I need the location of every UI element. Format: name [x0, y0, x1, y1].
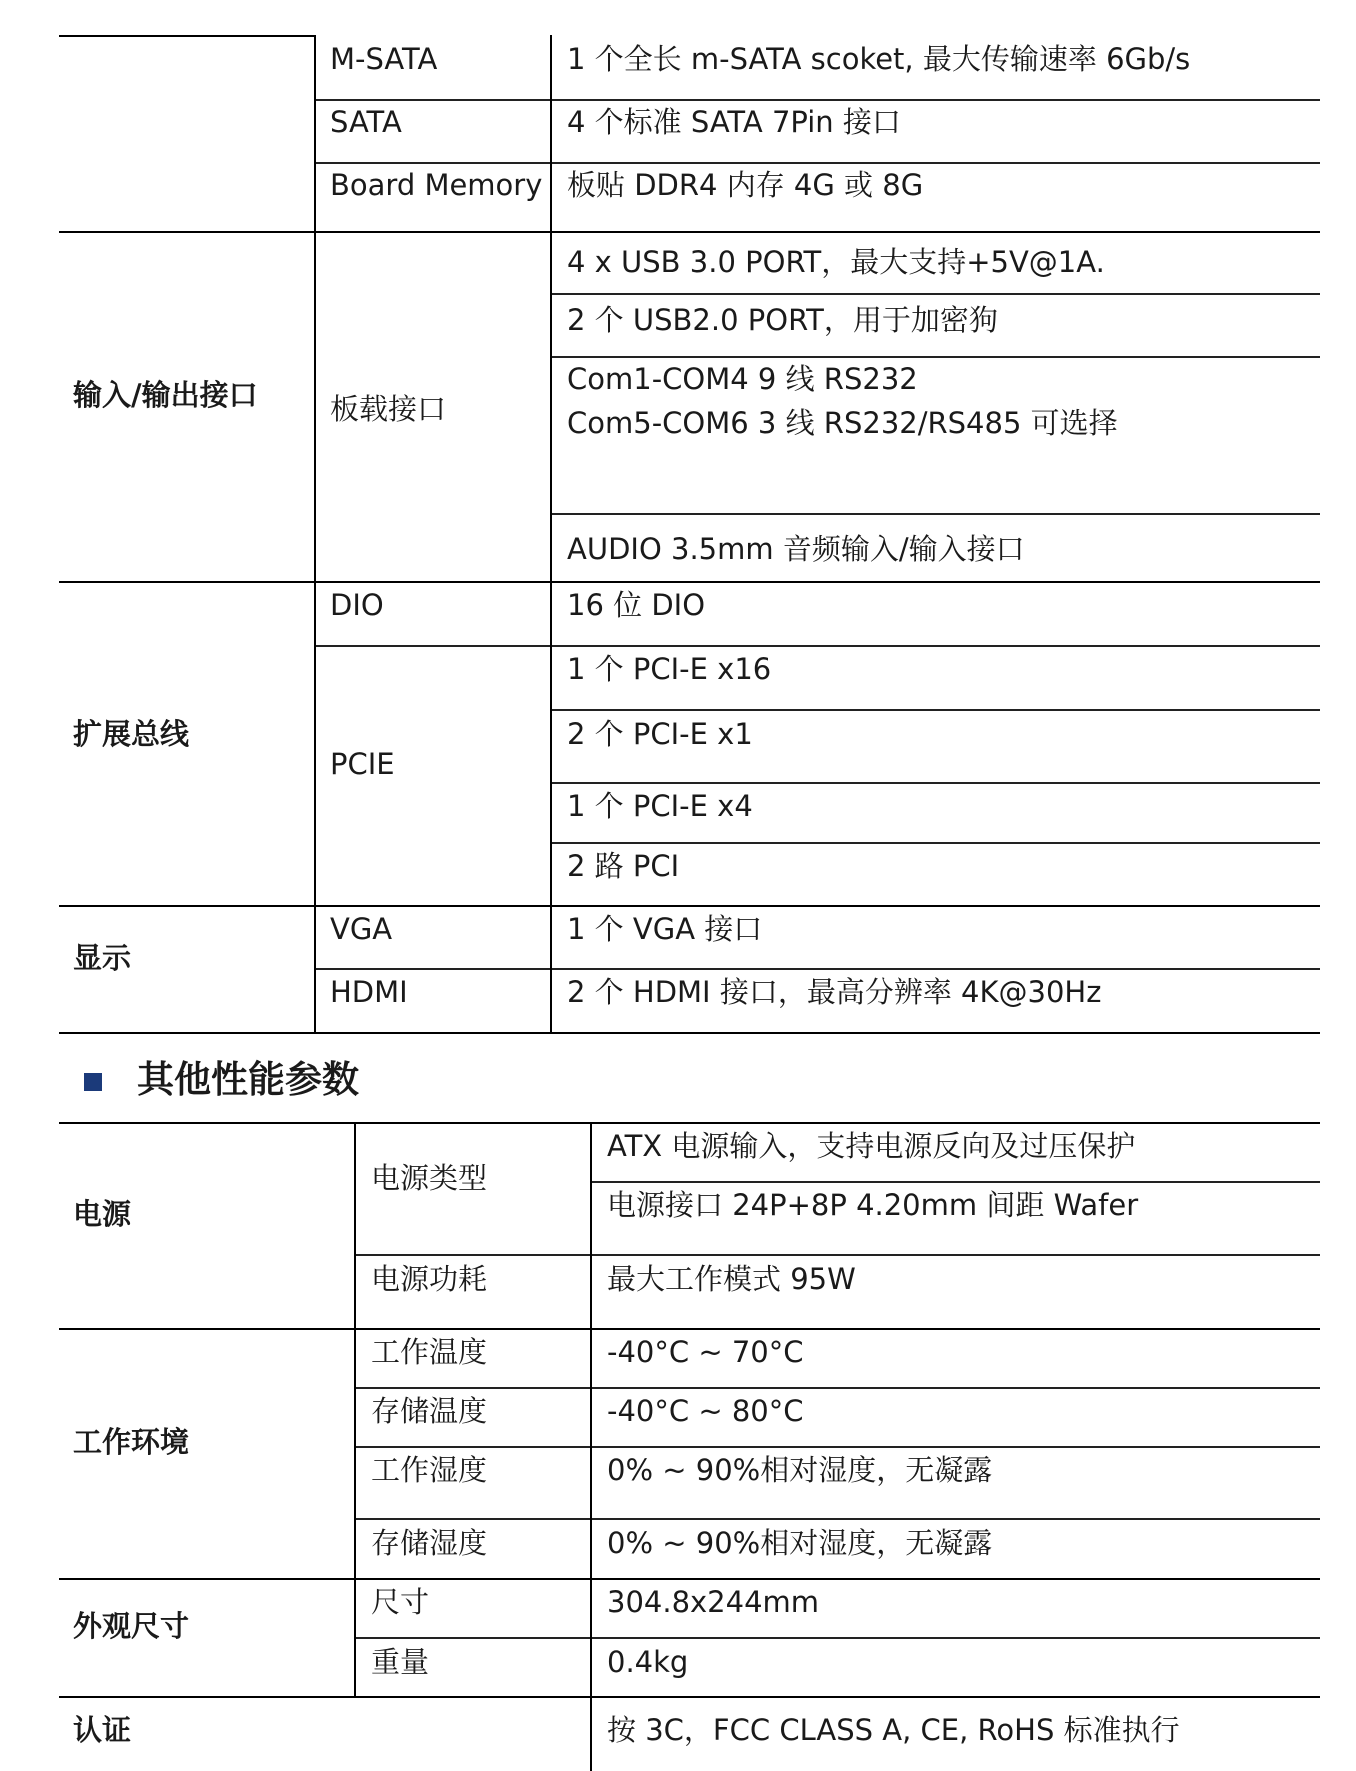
operating-temp-label: 工作温度 — [371, 1335, 488, 1369]
storage-humidity-value: 0% ~ 90%相对湿度，无凝露 — [607, 1526, 993, 1560]
row-divider — [316, 99, 1320, 101]
weight-value: 0.4kg — [607, 1645, 689, 1679]
row-divider — [59, 35, 316, 37]
operating-humidity-label: 工作湿度 — [371, 1453, 488, 1487]
dio-value: 16 位 DIO — [567, 588, 706, 622]
row-divider — [591, 1181, 1320, 1183]
row-divider — [59, 1328, 1320, 1330]
storage-temp-value: -40°C ~ 80°C — [607, 1394, 804, 1428]
row-divider — [356, 1637, 1320, 1639]
power-type-value-2: 电源接口 24P+8P 4.20mm 间距 Wafer — [607, 1188, 1139, 1222]
row-divider — [551, 293, 1320, 295]
sata-value: 4 个标准 SATA 7Pin 接口 — [567, 105, 901, 139]
msata-value: 1 个全长 m-SATA scoket, 最大传输速率 6Gb/s — [567, 42, 1191, 76]
row-divider — [551, 782, 1320, 784]
row-divider — [59, 1696, 1320, 1698]
hdmi-value: 2 个 HDMI 接口，最高分辨率 4K@30Hz — [567, 975, 1102, 1009]
environment-category: 工作环境 — [73, 1425, 190, 1459]
row-divider — [59, 231, 1320, 233]
size-value: 304.8x244mm — [607, 1585, 820, 1619]
power-consumption-label: 电源功耗 — [371, 1262, 488, 1296]
usb2-value: 2 个 USB2.0 PORT，用于加密狗 — [567, 303, 998, 337]
board-memory-value: 板贴 DDR4 内存 4G 或 8G — [567, 168, 924, 202]
pcie-value-2: 2 个 PCI-E x1 — [567, 717, 753, 751]
column-divider — [590, 1122, 592, 1771]
section-title: 其他性能参数 — [137, 1058, 359, 1101]
usb3-value: 4 x USB 3.0 PORT，最大支持+5V@1A. — [567, 245, 1105, 279]
dio-label: DIO — [330, 588, 384, 622]
column-divider — [550, 35, 552, 1033]
column-divider — [314, 35, 316, 1033]
power-category: 电源 — [73, 1197, 132, 1231]
row-divider — [59, 1122, 1320, 1124]
row-divider — [356, 1518, 1320, 1520]
power-type-value-1: ATX 电源输入，支持电源反向及过压保护 — [607, 1129, 1136, 1163]
pcie-value-4: 2 路 PCI — [567, 849, 680, 883]
dimensions-category: 外观尺寸 — [73, 1609, 190, 1643]
storage-humidity-label: 存储湿度 — [371, 1526, 488, 1560]
operating-humidity-value: 0% ~ 90%相对湿度，无凝露 — [607, 1453, 993, 1487]
row-divider — [59, 1578, 1320, 1580]
section-bullet-icon — [84, 1073, 102, 1091]
pcie-value-1: 1 个 PCI-E x16 — [567, 652, 772, 686]
display-category: 显示 — [73, 941, 132, 975]
board-memory-label: Board Memory — [330, 168, 543, 202]
row-divider — [59, 581, 1320, 583]
certification-value: 按 3C，FCC CLASS A, CE, RoHS 标准执行 — [607, 1713, 1180, 1747]
vga-label: VGA — [330, 912, 393, 946]
msata-label: M-SATA — [330, 42, 438, 76]
weight-label: 重量 — [371, 1645, 430, 1679]
row-divider — [356, 1254, 1320, 1256]
io-category: 输入/输出接口 — [73, 378, 258, 412]
row-divider — [356, 1446, 1320, 1448]
storage-temp-label: 存储温度 — [371, 1394, 488, 1428]
pcie-value-3: 1 个 PCI-E x4 — [567, 789, 753, 823]
power-type-label: 电源类型 — [371, 1161, 488, 1195]
size-label: 尺寸 — [371, 1585, 430, 1619]
row-divider — [316, 968, 1320, 970]
row-divider — [551, 709, 1320, 711]
pcie-label: PCIE — [330, 747, 395, 781]
operating-temp-value: -40°C ~ 70°C — [607, 1335, 804, 1369]
hdmi-label: HDMI — [330, 975, 408, 1009]
sata-label: SATA — [330, 105, 402, 139]
row-divider — [59, 1032, 1320, 1034]
row-divider — [551, 356, 1320, 358]
vga-value: 1 个 VGA 接口 — [567, 912, 763, 946]
audio-value: AUDIO 3.5mm 音频输入/输入接口 — [567, 532, 1025, 566]
row-divider — [551, 842, 1320, 844]
row-divider — [316, 162, 1320, 164]
power-consumption-value: 最大工作模式 95W — [607, 1262, 856, 1296]
expansion-category: 扩展总线 — [73, 717, 190, 751]
certification-category: 认证 — [73, 1713, 132, 1747]
row-divider — [551, 513, 1320, 515]
row-divider — [316, 645, 1320, 647]
row-divider — [356, 1387, 1320, 1389]
row-divider — [59, 905, 1320, 907]
com-value-2: Com5-COM6 3 线 RS232/RS485 可选择 — [567, 406, 1118, 440]
column-divider — [354, 1122, 356, 1697]
com-value-1: Com1-COM4 9 线 RS232 — [567, 362, 918, 396]
onboard-interface-label: 板载接口 — [330, 392, 447, 426]
